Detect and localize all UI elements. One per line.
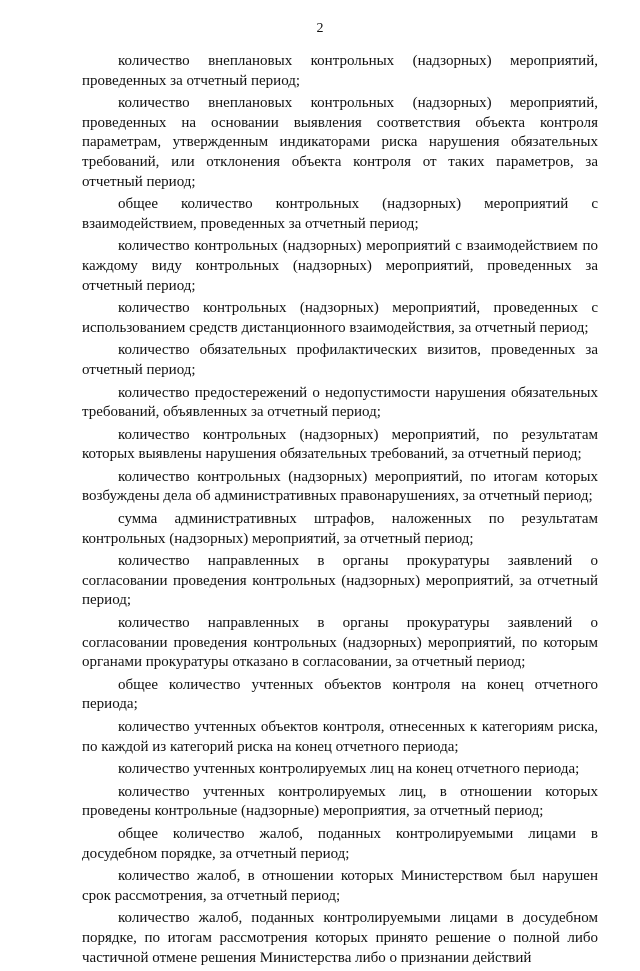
paragraph: количество учтенных контролируемых лиц на конец отчетного периода; <box>118 761 580 778</box>
paragraph: общее количество жалоб, поданных контролируемыми лицами в досудебном порядке, за отчетный период; <box>82 825 598 862</box>
paragraph: количество жалоб, поданных контролируемыми лицами в досудебном порядке, по итогам рассмотрения которых принято решение о полной либо частичной отмене решения Министерства либо о признании действий <box>82 910 598 966</box>
paragraph: количество учтенных контролируемых лиц, в отношении которых проведены контрольные (надзорные) мероприятия, за отчетный период; <box>82 783 598 820</box>
paragraph: количество контрольных (надзорных) мероприятий, по результатам которых выявлены нарушения обязательных требований, за отчетный период; <box>82 426 598 463</box>
paragraph: количество жалоб, в отношении которых Министерством был нарушен срок рассмотрения, за отчетный период; <box>82 868 598 904</box>
paragraph: количество направленных в органы прокуратуры заявлений о согласовании проведения контрольных (надзорных) мероприятий, за отчетный период; <box>82 553 598 609</box>
paragraph: количество направленных в органы прокуратуры заявлений о согласовании проведения контрольных (надзорных) мероприятий, по которым органами прокуратуры отказано в согласовании, за отчетный период; <box>82 615 598 671</box>
document-body <box>82 52 598 971</box>
paragraph: количество внеплановых контрольных (надзорных) мероприятий, проведенных на основании выявления соответствия объекта контроля параметрам, утвержденным индикаторами риска нарушения обязательных требований, или отклонения объекта контроля от таких параметров, за отчетный период; <box>82 95 598 190</box>
paragraph: общее количество контрольных (надзорных) мероприятий с взаимодействием, проведенных за отчетный период; <box>82 196 598 232</box>
paragraph: количество внеплановых контрольных (надзорных) мероприятий, проведенных за отчетный период; <box>82 53 598 89</box>
paragraph: количество обязательных профилактических визитов, проведенных за отчетный период; <box>82 342 598 378</box>
paragraph: количество предостережений о недопустимости нарушения обязательных требований, объявленных за отчетный период; <box>82 384 598 421</box>
paragraph: количество контрольных (надзорных) мероприятий с взаимодействием по каждому виду контрольных (надзорных) мероприятий, проведенных за отчетный период; <box>82 238 598 294</box>
paragraph: количество учтенных объектов контроля, отнесенных к категориям риска, по каждой из категорий риска на конец отчетного периода; <box>82 719 598 755</box>
paragraph: количество контрольных (надзорных) мероприятий, по итогам которых возбуждены дела об административных правонарушениях, за отчетный период; <box>82 468 598 505</box>
page-number: 2 <box>316 21 324 36</box>
paragraph: сумма административных штрафов, наложенных по результатам контрольных (надзорных) мероприятий, за отчетный период; <box>82 511 598 547</box>
paragraph: количество контрольных (надзорных) мероприятий, проведенных с использованием средств дистанционного взаимодействия, за отчетный период; <box>82 300 598 336</box>
paragraph: общее количество учтенных объектов контроля на конец отчетного периода; <box>82 676 598 713</box>
